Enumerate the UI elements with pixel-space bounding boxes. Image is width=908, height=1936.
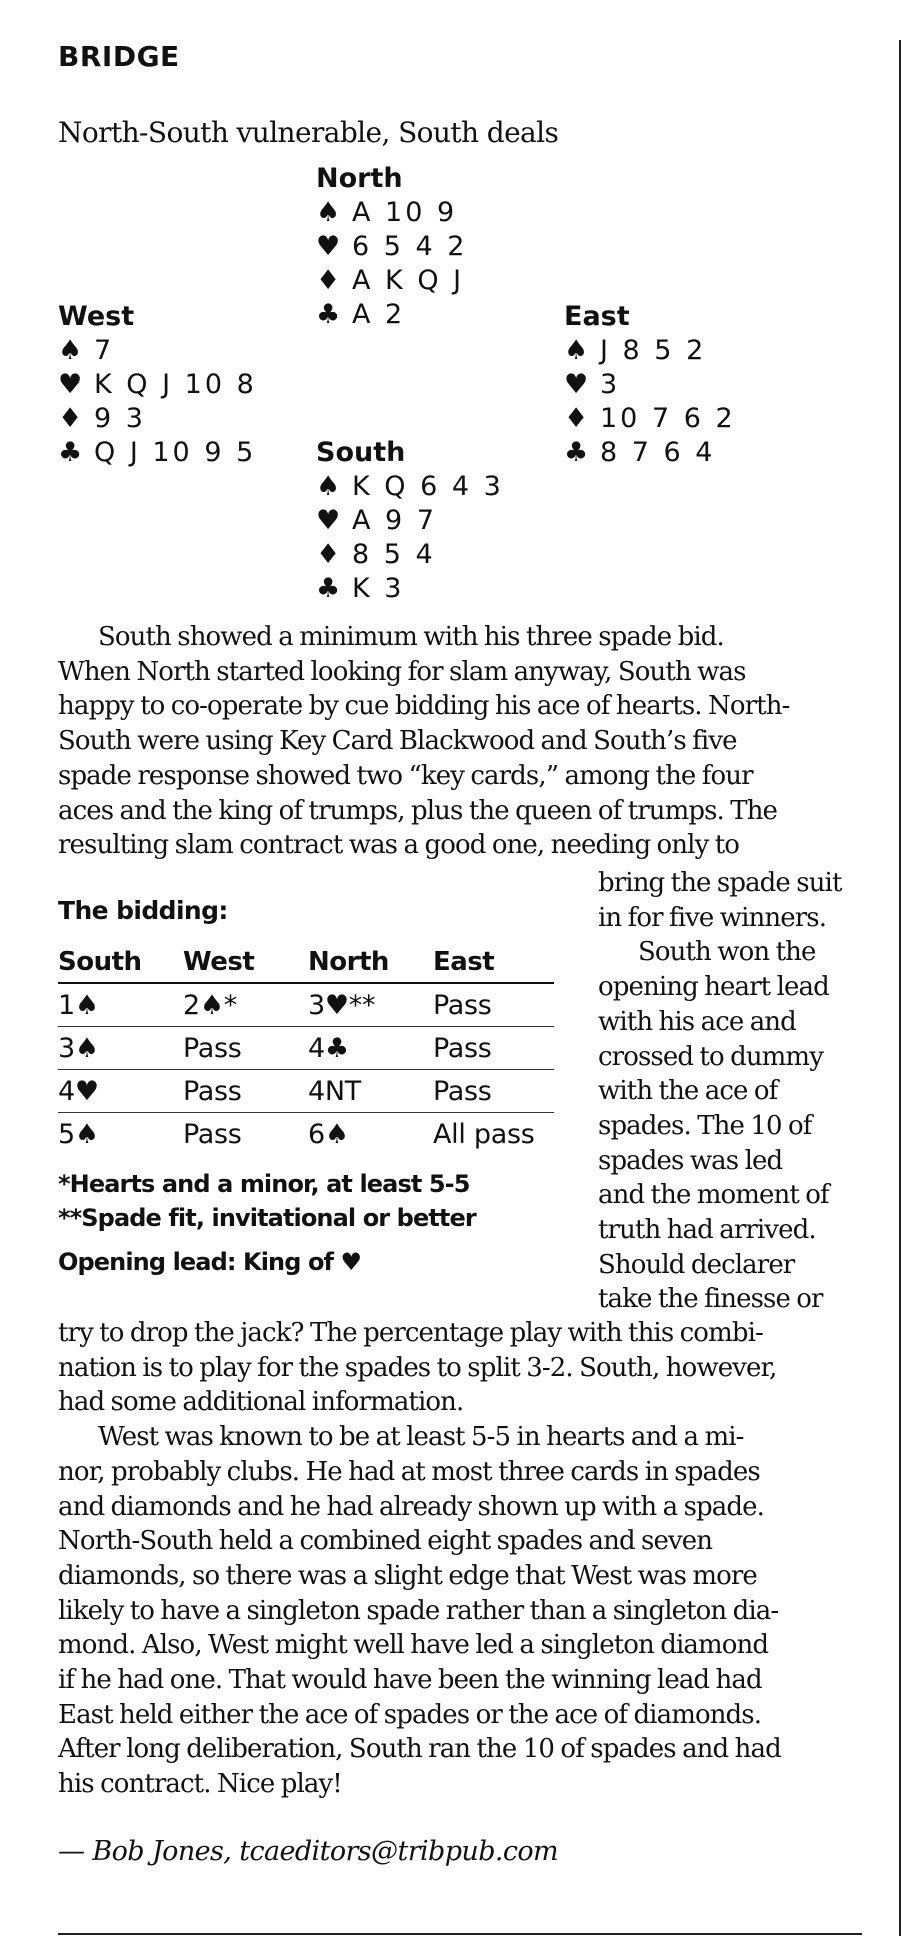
diamond-cards: 9 3 — [94, 403, 146, 434]
bid-cell: Pass — [183, 1070, 308, 1113]
bidding-row — [58, 1070, 554, 1113]
text-line: in for five winners. — [598, 902, 827, 933]
diamonds-holding — [316, 538, 504, 572]
spades-holding — [316, 470, 504, 504]
diamonds-holding — [564, 402, 736, 436]
text-line: opening heart lead — [598, 972, 829, 1003]
spade-icon: ♠ — [316, 471, 341, 502]
bidding-title: The bidding: — [58, 896, 228, 925]
text-line: aces and the king of trumps, plus the queen of trumps. The — [58, 795, 778, 826]
spade-cards: 7 — [94, 335, 115, 366]
text-line: with the ace of — [598, 1076, 778, 1107]
heart-cards: A 9 7 — [352, 505, 437, 536]
heart-cards: K Q J 10 8 — [94, 369, 257, 400]
spades-holding — [564, 334, 736, 368]
diamond-icon: ♦ — [58, 403, 83, 434]
clubs-holding — [316, 572, 504, 606]
club-icon: ♣ — [58, 437, 83, 468]
text-line: spades was led — [598, 1145, 783, 1176]
bid-cell: 3♥** — [308, 983, 433, 1027]
text-line: nor, probably clubs. He had at most three cards in spades — [58, 1456, 760, 1487]
opening-lead: Opening lead: King of ♥ — [58, 1248, 362, 1276]
diamond-icon: ♦ — [316, 539, 341, 570]
heart-icon: ♥ — [58, 369, 83, 400]
diamond-cards: 10 7 6 2 — [600, 403, 736, 434]
text-line: South won the — [638, 937, 816, 968]
article-bottom-text — [58, 1316, 870, 1802]
hand-east — [564, 300, 736, 470]
text-line: with his ace and — [598, 1006, 796, 1037]
hand-west — [58, 300, 257, 470]
column-heading: BRIDGE — [58, 40, 180, 73]
text-line: likely to have a singleton spade rather than a singleton dia- — [58, 1595, 779, 1626]
diamonds-holding — [58, 402, 257, 436]
text-line: and the moment of — [598, 1180, 829, 1211]
heart-cards: 6 5 4 2 — [352, 231, 468, 262]
diamonds-holding — [316, 264, 467, 298]
text-line: happy to co-operate by cue bidding his ace of hearts. North- — [58, 691, 790, 722]
text-line: North-South held a combined eight spades and seven — [58, 1526, 713, 1557]
bidding-header: South — [58, 942, 183, 983]
text-line: had some additional information. — [58, 1387, 464, 1418]
spade-icon: ♠ — [58, 335, 83, 366]
bidding-header: North — [308, 942, 433, 983]
text-line: diamonds, so there was a slight edge that West was more — [58, 1560, 757, 1591]
diamond-icon: ♦ — [316, 265, 341, 296]
hand-name: East — [564, 301, 630, 332]
bid-cell: Pass — [433, 1070, 554, 1113]
spade-icon: ♠ — [564, 335, 589, 366]
club-cards: A 2 — [352, 299, 406, 330]
text-line: When North started looking for slam anyway, South was — [58, 656, 746, 687]
text-line: spade response showed two “key cards,” among the four — [58, 760, 753, 791]
bid-cell: 5♠ — [58, 1118, 99, 1150]
text-line: bring the spade suit — [598, 868, 842, 898]
bid-cell: 3♠ — [58, 1027, 183, 1070]
bid-cell: 4♣ — [308, 1027, 433, 1070]
text-line: East held either the ace of spades or the ace of diamonds. — [58, 1699, 762, 1730]
text-line: resulting slam contract was a good one, needing only to — [58, 830, 740, 861]
bidding-footnote-2: **Spade fit, invitational or better — [58, 1204, 476, 1232]
heart-cards: 3 — [600, 369, 621, 400]
text-line: take the finesse or — [598, 1284, 823, 1315]
club-icon: ♣ — [564, 437, 589, 468]
bidding-header: East — [433, 942, 554, 983]
club-cards: K 3 — [352, 573, 405, 604]
bid-cell: 4NT — [308, 1070, 433, 1113]
hearts-holding — [58, 368, 257, 402]
diamond-cards: A K Q J — [352, 265, 465, 296]
clubs-holding — [564, 436, 736, 470]
club-icon: ♣ — [316, 573, 341, 604]
clubs-holding — [58, 436, 257, 470]
diamond-icon: ♦ — [564, 403, 589, 434]
text-line: try to drop the jack? The percentage play with this combi- — [58, 1318, 763, 1348]
text-line: After long deliberation, South ran the 10 of spades and had — [58, 1734, 781, 1765]
bid-cell: All pass — [433, 1118, 535, 1150]
bidding-header-row — [58, 942, 554, 983]
bid-cell: 6♠ — [308, 1118, 349, 1150]
bidding-row — [58, 1027, 554, 1070]
text-line: truth had arrived. — [598, 1215, 816, 1246]
club-cards: 8 7 6 4 — [600, 437, 716, 468]
hand-south — [316, 436, 504, 606]
bidding-row — [58, 983, 554, 1027]
hand-north — [316, 162, 467, 332]
spade-cards: A 10 9 — [352, 197, 458, 228]
bidding-row — [58, 1113, 554, 1156]
author-signature: — Bob Jones, tcaeditors@tribpub.com — [58, 1836, 559, 1867]
diamond-cards: 8 5 4 — [352, 539, 436, 570]
bottom-rule — [58, 1933, 862, 1935]
spade-cards: J 8 5 2 — [600, 335, 707, 366]
bid-cell: 1♠ — [58, 983, 183, 1027]
text-line: South were using Key Card Blackwood and South’s five — [58, 726, 737, 757]
hearts-holding — [316, 230, 467, 264]
bidding-table — [58, 942, 554, 1155]
heart-icon: ♥ — [316, 231, 341, 262]
spades-holding — [58, 334, 257, 368]
vulnerability-line: North-South vulnerable, South deals — [58, 116, 559, 149]
hand-name: South — [316, 437, 406, 468]
heart-icon: ♥ — [316, 505, 341, 536]
bid-cell: 4♥ — [58, 1070, 183, 1113]
bid-cell: Pass — [183, 1027, 308, 1070]
spade-cards: K Q 6 4 3 — [352, 471, 504, 502]
text-line: West was known to be at least 5-5 in hearts and a mi- — [98, 1422, 744, 1453]
heart-icon: ♥ — [564, 369, 589, 400]
bid-cell: Pass — [433, 1027, 554, 1070]
clubs-holding — [316, 298, 467, 332]
bidding-header: West — [183, 942, 308, 983]
text-line: and diamonds and he had already shown up with a spade. — [58, 1491, 764, 1522]
bid-cell: Pass — [433, 983, 554, 1027]
text-line: his contract. Nice play! — [58, 1769, 342, 1800]
spades-holding — [316, 196, 467, 230]
bidding-footnote-1: *Hearts and a minor, at least 5-5 — [58, 1170, 470, 1198]
hand-name: West — [58, 301, 135, 332]
club-icon: ♣ — [316, 299, 341, 330]
spade-icon: ♠ — [316, 197, 341, 228]
bid-cell: 2♠* — [183, 983, 308, 1027]
text-line: Should declarer — [598, 1249, 795, 1280]
article-right-column — [598, 866, 870, 1317]
text-line: South showed a minimum with his three spade bid. — [98, 622, 724, 652]
text-line: nation is to play for the spades to split 3-2. South, however, — [58, 1352, 777, 1383]
bid-cell: Pass — [183, 1118, 242, 1150]
hearts-holding — [564, 368, 736, 402]
article-paragraph-1 — [58, 620, 870, 863]
text-line: if he had one. That would have been the winning lead had — [58, 1665, 762, 1696]
club-cards: Q J 10 9 5 — [94, 437, 257, 468]
hearts-holding — [316, 504, 504, 538]
text-line: spades. The 10 of — [598, 1110, 812, 1141]
text-line: crossed to dummy — [598, 1041, 823, 1072]
hand-name: North — [316, 163, 403, 194]
column-right-rule — [899, 40, 901, 1936]
text-line: mond. Also, West might well have led a singleton diamond — [58, 1630, 769, 1661]
